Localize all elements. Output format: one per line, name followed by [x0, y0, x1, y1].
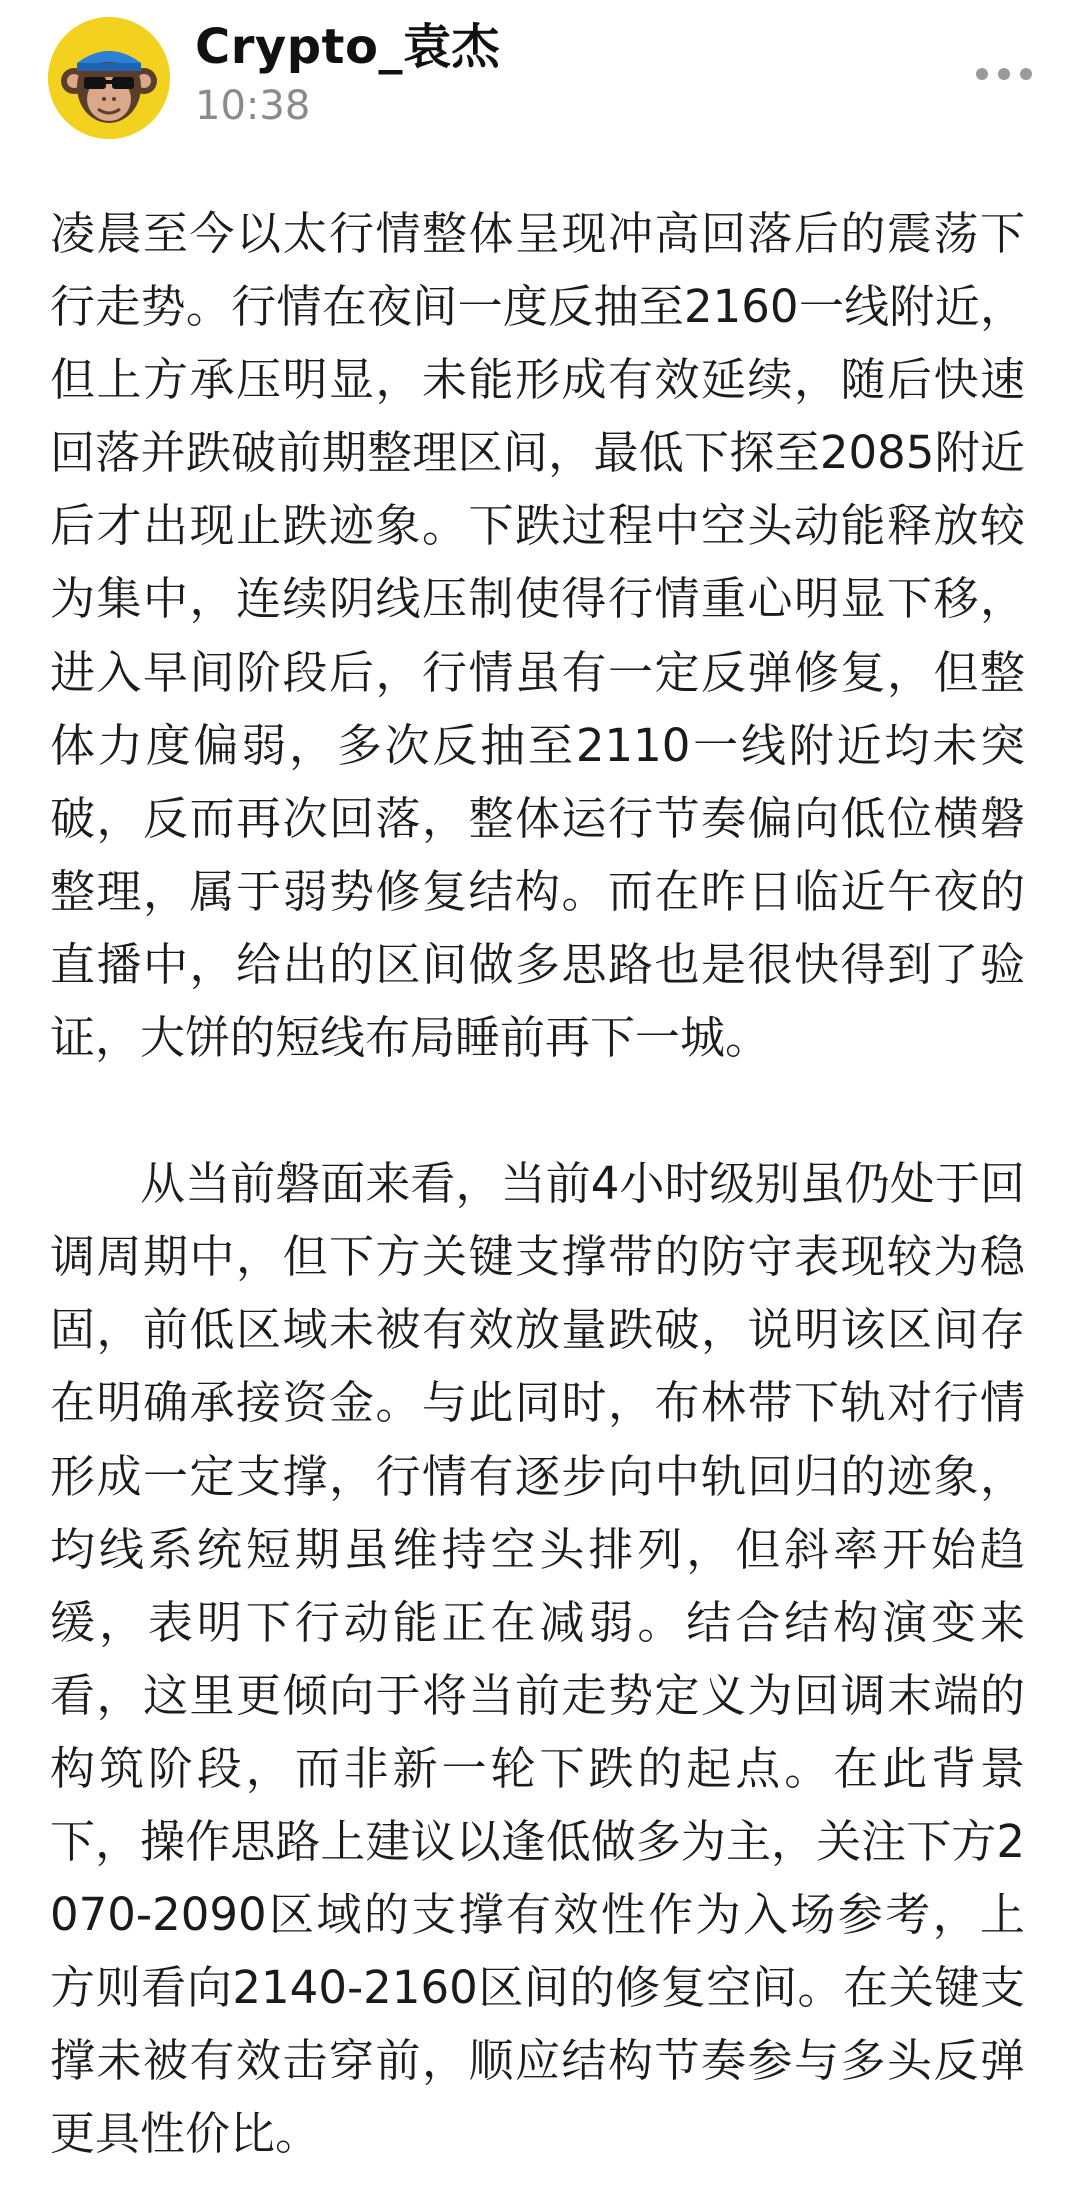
- post-paragraph: 凌晨至今以太行情整体呈现冲高回落后的震荡下行走势。行情在夜间一度反抽至2160一线附近，但上方承压明显，未能形成有效延续，随后快速回落并跌破前期整理区间，最低下探至2085附近后才出现止跌迹象。下跌过程中空头动能释放较为集中，连续阴线压制使得行情重心明显下移，进入早间阶段后，行情虽有一定反弹修复，但整体力度偏弱，多次反抽至2110一线附近均未突破，反而再次回落，整体运行节奏偏向低位横磐整理，属于弱势修复结构。而在昨日临近午夜的直播中，给出的区间做多思路也是很快得到了验证，大饼的短线布局睡前再下一城。: [50, 207, 1025, 1065]
- monkey-avatar-icon[interactable]: [48, 17, 170, 139]
- paragraph-spacer: [50, 1074, 1025, 1147]
- post-timestamp: 10:38: [195, 83, 311, 129]
- post-header: [0, 0, 1080, 150]
- more-dot: [976, 68, 988, 80]
- post-paragraph: 从当前磐面来看，当前4小时级别虽仍处于回调周期中，但下方关键支撑带的防守表现较为稳固，前低区域未被有效放量跌破，说明该区间存在明确承接资金。与此同时，布林带下轨对行情形成一定支撑，行情有逐步向中轨回归的迹象，均线系统短期虽维持空头排列，但斜率开始趋缓，表明下行动能正在减弱。结合结构演变来看，这里更倾向于将当前走势定义为回调末端的构筑阶段，而非新一轮下跌的起点。在此背景下，操作思路上建议以逢低做多为主，关注下方2070-2090区域的支撑有效性作为入场参考，上方则看向2140-2160区间的修复空间。在关键支撑未被有效击穿前，顺应结构节奏参与多头反弹更具性价比。: [50, 1157, 1025, 2161]
- author-name[interactable]: Crypto_袁杰: [195, 19, 500, 75]
- post-body: [50, 197, 1025, 2170]
- more-dots-icon[interactable]: [974, 58, 1034, 88]
- more-dot: [998, 68, 1010, 80]
- more-dot: [1020, 68, 1032, 80]
